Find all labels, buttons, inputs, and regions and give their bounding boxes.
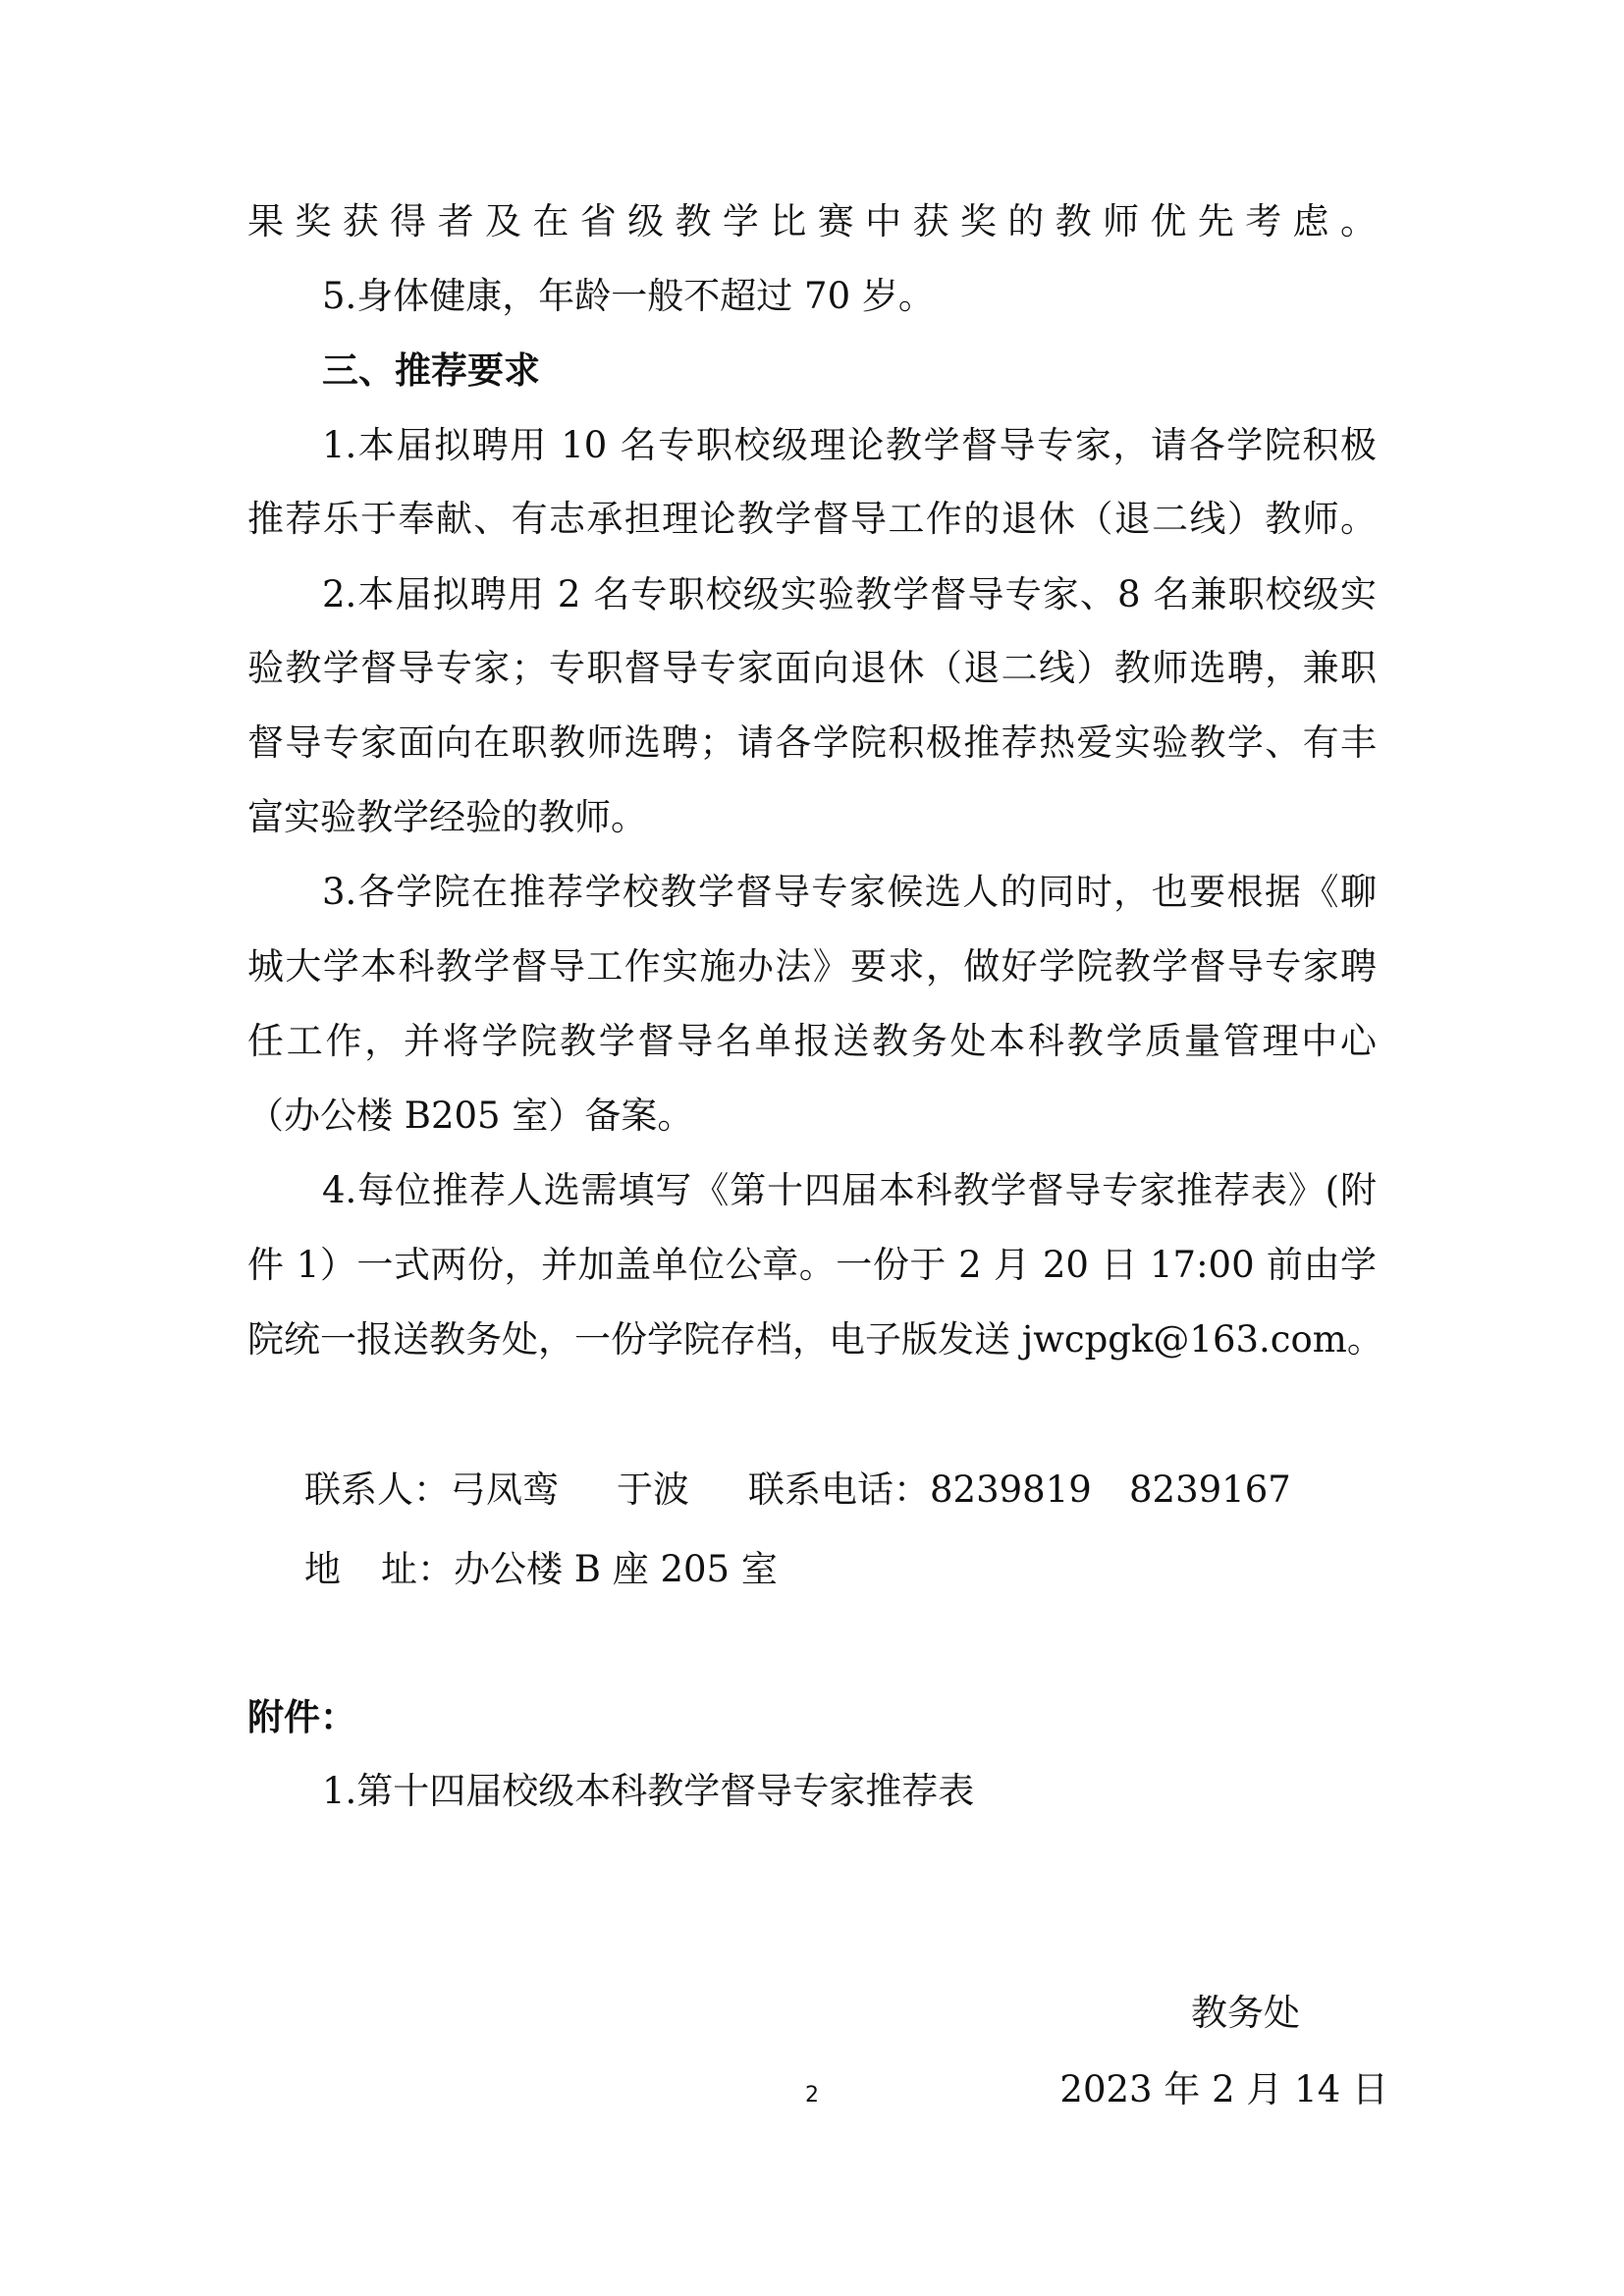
paragraph-line: （办公楼 B205 室）备案。 xyxy=(247,1095,694,1137)
page-number: 2 xyxy=(805,2083,819,2108)
paragraph-line: 3.各学院在推荐学校教学督导专家候选人的同时，也要根据《聊 xyxy=(322,871,1377,913)
address-label: 地 xyxy=(304,1548,341,1590)
signature-date: 2023 年 2 月 14 日 xyxy=(1059,2068,1388,2110)
paragraph-line: 督导专家面向在职教师选聘；请各学院积极推荐热爱实验教学、有丰 xyxy=(247,721,1377,764)
paragraph-line: 城大学本科教学督导工作实施办法》要求，做好学院教学督导专家聘 xyxy=(247,945,1377,988)
attachment-item: 1.第十四届校级本科教学督导专家推荐表 xyxy=(322,1770,975,1812)
attachments-title: 附件： xyxy=(247,1696,356,1738)
address-value: 址：办公楼 B 座 205 室 xyxy=(381,1548,778,1590)
paragraph-line: 2.本届拟聘用 2 名专职校级实验教学督导专家、8 名兼职校级实 xyxy=(322,573,1377,615)
paragraph-line: 4.每位推荐人选需填写《第十四届本科教学督导专家推荐表》(附 xyxy=(322,1169,1377,1211)
contact-person: 联系人：弓凤鸾 xyxy=(304,1468,559,1511)
section-heading: 三、推荐要求 xyxy=(322,349,540,392)
paragraph-line: 5.身体健康，年龄一般不超过 70 岁。 xyxy=(322,275,935,317)
paragraph-line: 推荐乐于奉献、有志承担理论教学督导工作的退休（退二线）教师。 xyxy=(247,498,1377,540)
signature-org: 教务处 xyxy=(1191,1992,1300,2034)
paragraph-line: 院统一报送教务处，一份学院存档，电子版发送 jwcpgk@163.com。 xyxy=(247,1318,1383,1361)
paragraph-line: 1.本届拟聘用 10 名专职校级理论教学督导专家，请各学院积极 xyxy=(322,424,1377,466)
paragraph-line: 验教学督导专家；专职督导专家面向退休（退二线）教师选聘，兼职 xyxy=(247,647,1377,689)
contact-phone-2: 8239167 xyxy=(1129,1468,1291,1511)
contact-phone: 联系电话：8239819 xyxy=(748,1468,1092,1511)
paragraph-line: 果奖获得者及在省级教学比赛中获奖的教师优先考虑。 xyxy=(247,200,1377,242)
contact-person-2: 于波 xyxy=(617,1468,689,1511)
paragraph-line: 件 1）一式两份，并加盖单位公章。一份于 2 月 20 日 17:00 前由学 xyxy=(247,1244,1377,1286)
paragraph-line: 富实验教学经验的教师。 xyxy=(247,796,647,838)
paragraph-line: 任工作，并将学院教学督导名单报送教务处本科教学质量管理中心 xyxy=(247,1020,1377,1062)
